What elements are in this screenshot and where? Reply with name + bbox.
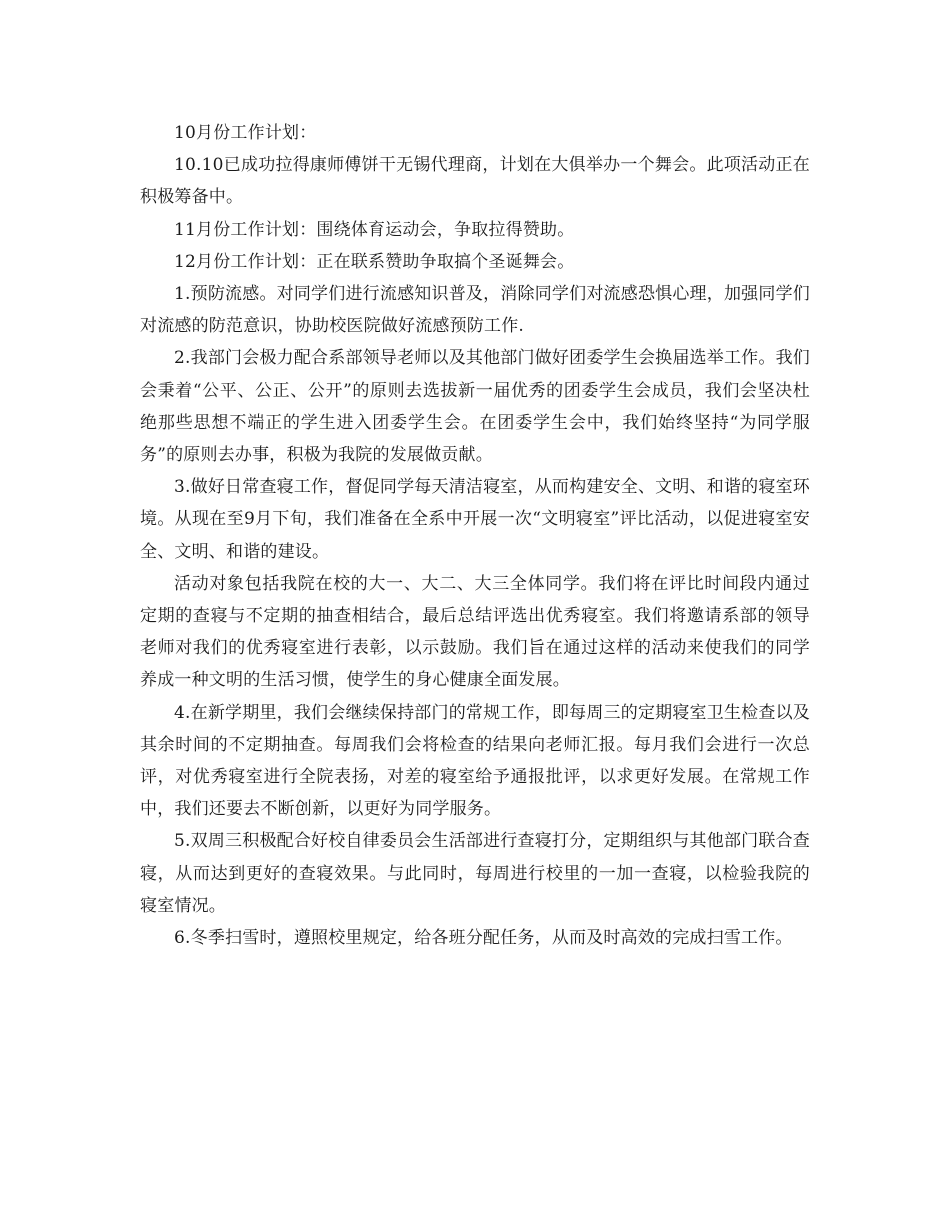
paragraph-october-plan-heading: 10月份工作计划： <box>174 123 317 143</box>
document-body <box>140 117 810 954</box>
paragraph-item-3-dorm-inspection: 3.做好日常查寝工作，督促同学每天清洁寝室，从而构建安全、文明、和谐的寝室环境。从现在至9月下旬，我们准备在全系中开展一次“文明寝室”评比活动，以促进寝室安全、文明、和谐的建设。 <box>140 477 810 562</box>
paragraph-item-4-routine-work: 4.在新学期里，我们会继续保持部门的常规工作，即每周三的定期寝室卫生检查以及其余时间的不定期抽查。每周我们会将检查的结果向老师汇报。每月我们会进行一次总评，对优秀寝室进行全院表扬，对差的寝室给予通报批评，以求更好发展。在常规工作中，我们还要去不断创新，以更好为同学服务。 <box>140 702 810 820</box>
paragraph-item-5-joint-inspection: 5.双周三积极配合好校自律委员会生活部进行查寝打分，定期组织与其他部门联合查寝，从而达到更好的查寝效果。与此同时，每周进行校里的一加一查寝，以检验我院的寝室情况。 <box>140 831 810 916</box>
paragraph-item-6-snow-clearing: 6.冬季扫雪时，遵照校里规定，给各班分配任务，从而及时高效的完成扫雪工作。 <box>174 928 793 949</box>
paragraph-december-plan: 12月份工作计划：正在联系赞助争取搞个圣诞舞会。 <box>174 251 575 272</box>
paragraph-sponsor-dance: 10.10已成功拉得康师傅饼干无锡代理商，计划在大俱举办一个舞会。此项活动正在积极筹备中。 <box>140 155 810 208</box>
paragraph-november-plan: 11月份工作计划：围绕体育运动会，争取拉得赞助。 <box>174 219 575 240</box>
paragraph-item-1-flu-prevention: 1.预防流感。对同学们进行流感知识普及，消除同学们对流感恐惧心理，加强同学们对流感的防范意识，协助校医院做好流感预防工作. <box>140 284 810 337</box>
paragraph-activity-participants: 活动对象包括我院在校的大一、大二、大三全体同学。我们将在评比时间段内通过定期的查寝与不定期的抽查相结合，最后总结评选出优秀寝室。我们将邀请系部的领导老师对我们的优秀寝室进行表彰，以示鼓励。我们旨在通过这样的活动来使我们的同学养成一种文明的生活习惯，使学生的身心健康全面发展。 <box>140 573 810 691</box>
paragraph-item-2-election: 2.我部门会极力配合系部领导老师以及其他部门做好团委学生会换届选举工作。我们会秉着“公平、公正、公开”的原则去选拔新一届优秀的团委学生会成员，我们会坚决杜绝那些思想不端正的学生进入团委学生会。在团委学生会中，我们始终坚持“为同学服务”的原则去办事，积极为我院的发展做贡献。 <box>140 348 810 466</box>
